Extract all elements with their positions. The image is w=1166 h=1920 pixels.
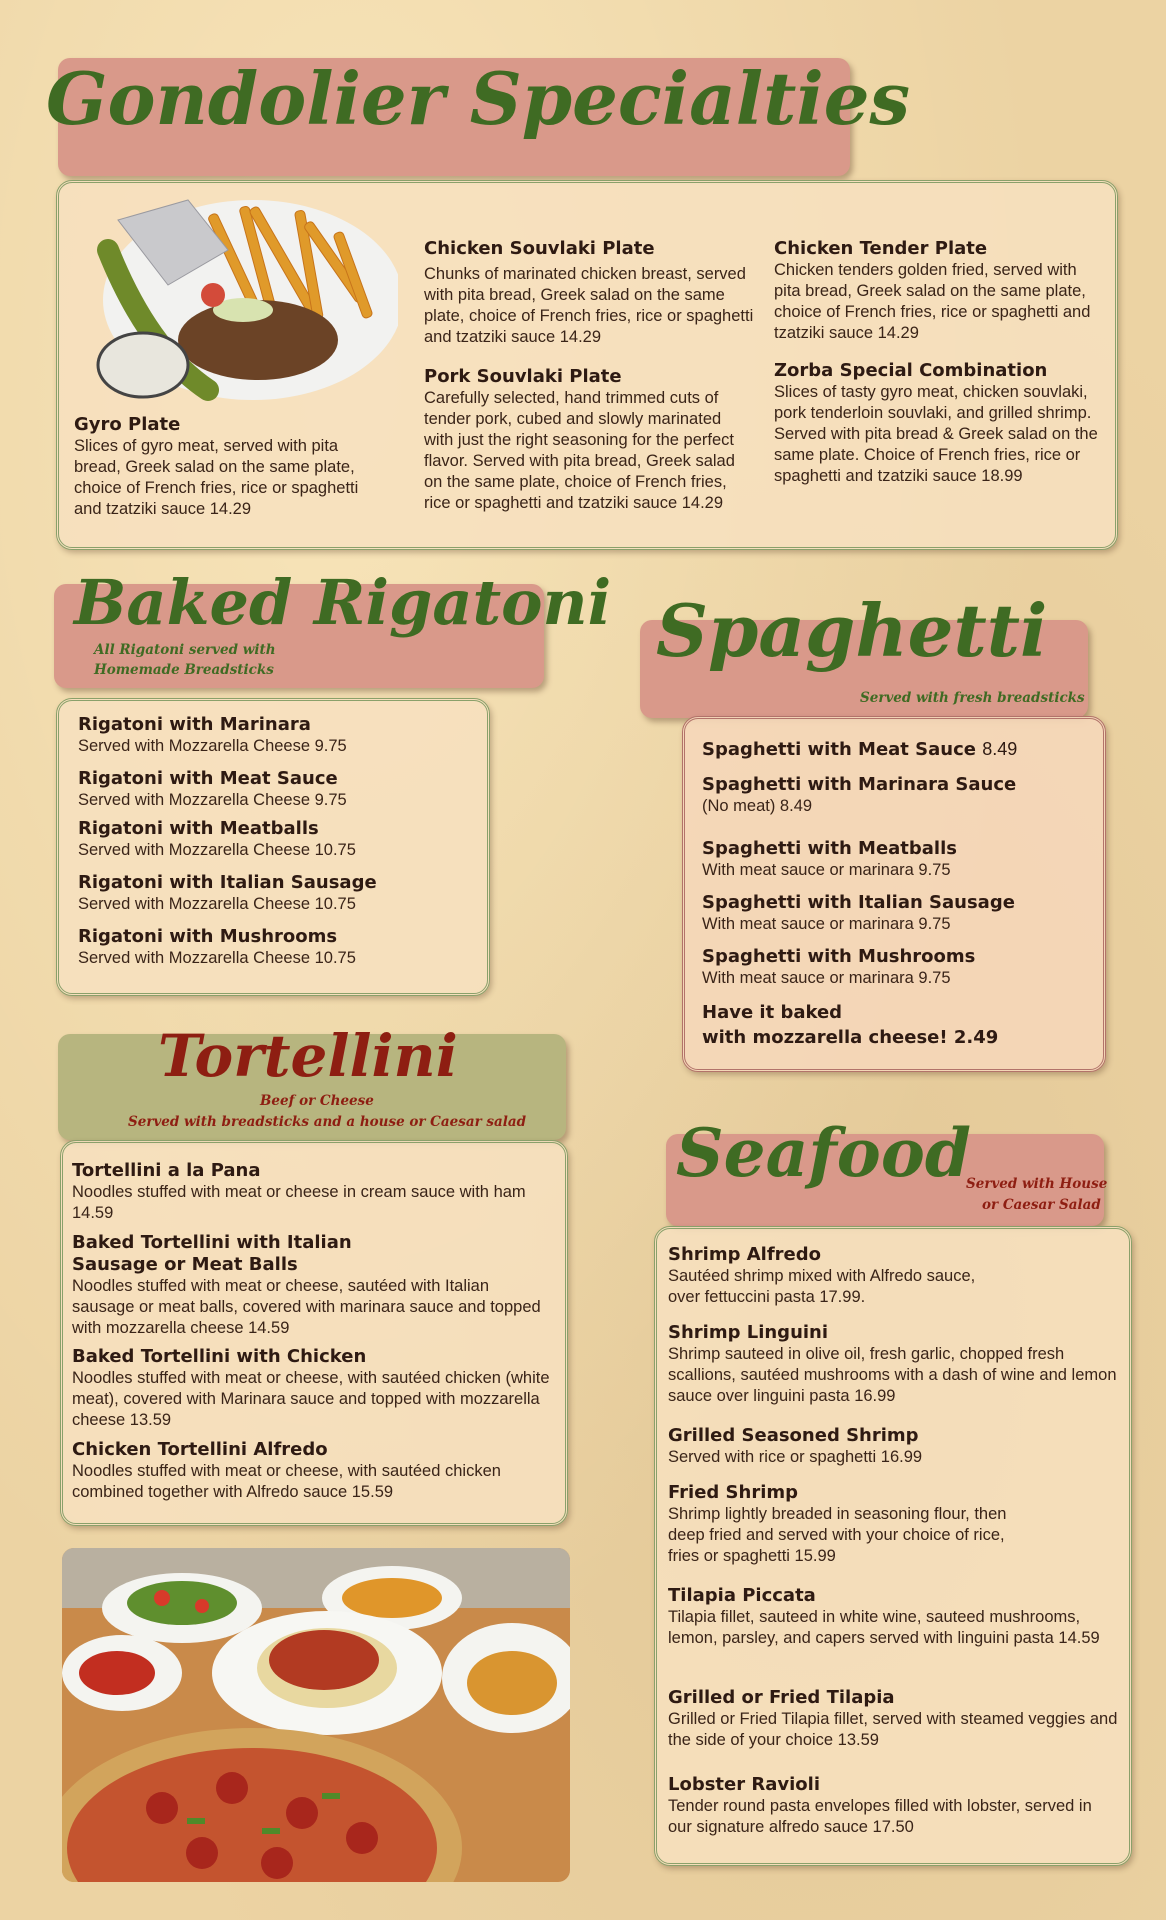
item-name: Tortellini a la Pana <box>72 1160 261 1181</box>
item-name: Shrimp Linguini <box>668 1322 829 1343</box>
seafood-subtitle-1: Served with House <box>966 1176 1108 1192</box>
item-name: Shrimp Alfredo <box>668 1244 821 1265</box>
item-desc: Carefully selected, hand trimmed cuts of tender pork, cubed and slowly marinated with just the right seasoning for the perfect flavor. Served with pita bread, Greek salad on the same plate, choice of French fries, rice or spaghetti and tzatziki sauce 14.29 <box>424 389 735 512</box>
item-desc: Shrimp lightly breaded in seasoning flour, then deep fried and served with your choice of rice, fries or spaghetti 15.99 <box>668 1505 1007 1565</box>
menu-item <box>668 1585 1118 1649</box>
item-name: Chicken Tortellini Alfredo <box>72 1439 328 1460</box>
item-name: Rigatoni with Italian Sausage <box>78 872 377 893</box>
menu-item <box>78 714 478 757</box>
spaghetti-title: Spaghetti <box>656 588 1048 673</box>
item-name: Baked Tortellini with Italian Sausage or Meat Balls <box>72 1232 352 1275</box>
seafood-title: Seafood <box>676 1114 972 1192</box>
item-name: Spaghetti with Meatballs <box>702 838 957 859</box>
food-photo-icon <box>62 1548 570 1882</box>
food-photo-icon <box>78 190 398 405</box>
menu-item <box>774 238 1104 344</box>
item-name: Gyro Plate <box>74 414 181 435</box>
menu-item <box>78 818 478 861</box>
item-desc: Noodles stuffed with meat or cheese, with sautéed chicken combined together with Alfredo sauce 15.59 <box>72 1462 501 1501</box>
menu-item <box>774 360 1104 487</box>
menu-item <box>72 1232 552 1339</box>
gondolier-title: Gondolier Specialties <box>46 56 911 141</box>
menu-item <box>78 872 478 915</box>
item-name: Lobster Ravioli <box>668 1774 821 1795</box>
item-name: Rigatoni with Meatballs <box>78 818 319 839</box>
item-desc: Served with Mozzarella Cheese 9.75 <box>78 791 347 809</box>
seafood-subtitle-2: or Caesar Salad <box>982 1197 1101 1213</box>
menu-item <box>424 238 754 348</box>
item-desc: Slices of tasty gyro meat, chicken souvlaki, pork tenderloin souvlaki, and grilled shrimp. Served with pita bread & Greek salad on the same plate. Choice of French fries, rice or spaghetti and tzatziki sauce 18.99 <box>774 383 1098 485</box>
item-name: Grilled Seasoned Shrimp <box>668 1425 919 1446</box>
item-desc: (No meat) 8.49 <box>702 797 813 815</box>
menu-item <box>74 414 384 520</box>
item-desc: Slices of gyro meat, served with pita bread, Greek salad on the same plate, choice of French fries, rice or spaghetti and tzatziki sauce 14.29 <box>74 437 359 518</box>
item-desc: Tender round pasta envelopes filled with lobster, served in our signature alfredo sauce 17.50 <box>668 1797 1092 1836</box>
rigatoni-subtitle-2: Homemade Breadsticks <box>94 662 274 678</box>
item-desc: Noodles stuffed with meat or cheese in cream sauce with ham 14.59 <box>72 1183 526 1222</box>
item-desc: With meat sauce or marinara 9.75 <box>702 915 951 933</box>
item-desc: Sautéed shrimp mixed with Alfredo sauce, over fettuccini pasta 17.99. <box>668 1267 976 1306</box>
menu-item <box>72 1346 552 1431</box>
menu-item <box>668 1482 1118 1567</box>
item-desc: Shrimp sauteed in olive oil, fresh garlic, chopped fresh scallions, sautéed mushrooms with a dash of wine and lemon sauce over linguini pasta 16.99 <box>668 1345 1117 1405</box>
menu-item <box>668 1774 1118 1838</box>
item-price: 8.49 <box>982 739 1018 759</box>
item-name: Tilapia Piccata <box>668 1585 816 1606</box>
menu-item <box>702 892 1092 935</box>
item-name: Rigatoni with Meat Sauce <box>78 768 338 789</box>
tortellini-subtitle-2: Served with breadsticks and a house or Caesar salad <box>128 1114 527 1130</box>
rigatoni-subtitle-1: All Rigatoni served with <box>94 642 276 658</box>
menu-item <box>668 1687 1118 1751</box>
item-name: Chicken Tender Plate <box>774 238 988 259</box>
item-name: Rigatoni with Mushrooms <box>78 926 338 947</box>
item-desc: With meat sauce or marinara 9.75 <box>702 969 951 987</box>
baked-line-1: Have it baked <box>702 1002 843 1023</box>
menu-item <box>702 946 1092 989</box>
item-name-text: Spaghetti with Meat Sauce <box>702 739 976 760</box>
baked-line-2: with mozzarella cheese! 2.49 <box>702 1027 999 1048</box>
menu-item <box>78 768 478 811</box>
item-desc: Served with Mozzarella Cheese 10.75 <box>78 949 356 967</box>
gyro-plate-photo <box>78 190 398 405</box>
item-desc: Chunks of marinated chicken breast, served with pita bread, Greek salad on the same plate, choice of French fries, rice or spaghetti and tzatziki sauce 14.29 <box>424 265 754 346</box>
item-name: Spaghetti with Mushrooms <box>702 946 976 967</box>
menu-item <box>72 1439 552 1503</box>
tortellini-subtitle-1: Beef or Cheese <box>260 1093 374 1109</box>
menu-item <box>668 1244 1118 1308</box>
item-name: Zorba Special Combination <box>774 360 1048 381</box>
rigatoni-title: Baked Rigatoni <box>74 566 612 639</box>
item-desc: With meat sauce or marinara 9.75 <box>702 861 951 879</box>
menu-item <box>702 738 1092 761</box>
item-desc: Tilapia fillet, sauteed in white wine, sauteed mushrooms, lemon, parsley, and capers served with linguini pasta 14.59 <box>668 1608 1100 1647</box>
menu-item <box>702 838 1092 881</box>
item-name: Grilled or Fried Tilapia <box>668 1687 895 1708</box>
menu-item <box>72 1160 552 1224</box>
item-name: Spaghetti with Italian Sausage <box>702 892 1015 913</box>
item-name: Baked Tortellini with Chicken <box>72 1346 367 1367</box>
item-name <box>702 738 1092 761</box>
item-name: Chicken Souvlaki Plate <box>424 238 655 259</box>
item-name: Fried Shrimp <box>668 1482 799 1503</box>
item-desc: Served with Mozzarella Cheese 9.75 <box>78 737 347 755</box>
item-name: Pork Souvlaki Plate <box>424 366 622 387</box>
menu-item <box>668 1322 1118 1407</box>
item-desc: Noodles stuffed with meat or cheese, sautéed with Italian sausage or meat balls, covered with marinara sauce and topped with mozzarella cheese 14.59 <box>72 1277 541 1337</box>
spaghetti-subtitle: Served with fresh breadsticks <box>860 690 1085 706</box>
item-desc: Grilled or Fried Tilapia fillet, served with steamed veggies and the side of your choice 13.59 <box>668 1710 1118 1749</box>
item-desc: Served with Mozzarella Cheese 10.75 <box>78 895 356 913</box>
item-desc: Served with rice or spaghetti 16.99 <box>668 1448 923 1466</box>
item-desc: Chicken tenders golden fried, served with pita bread, Greek salad on the same plate, choice of French fries, rice or spaghetti and tzatziki sauce 14.29 <box>774 261 1091 342</box>
item-name: Spaghetti with Marinara Sauce <box>702 774 1017 795</box>
menu-item <box>78 926 478 969</box>
item-desc: Noodles stuffed with meat or cheese, with sautéed chicken (white meat), covered with Marinara sauce and topped with mozzarella cheese 13.59 <box>72 1369 550 1429</box>
item-desc: Served with Mozzarella Cheese 10.75 <box>78 841 356 859</box>
menu-item <box>668 1425 1118 1468</box>
menu-item <box>424 366 754 514</box>
item-name: Rigatoni with Marinara <box>78 714 311 735</box>
tortellini-title: Tortellini <box>158 1022 458 1090</box>
baked-upgrade <box>702 1000 1092 1050</box>
menu-item <box>702 774 1092 817</box>
table-spread-photo <box>62 1548 570 1882</box>
